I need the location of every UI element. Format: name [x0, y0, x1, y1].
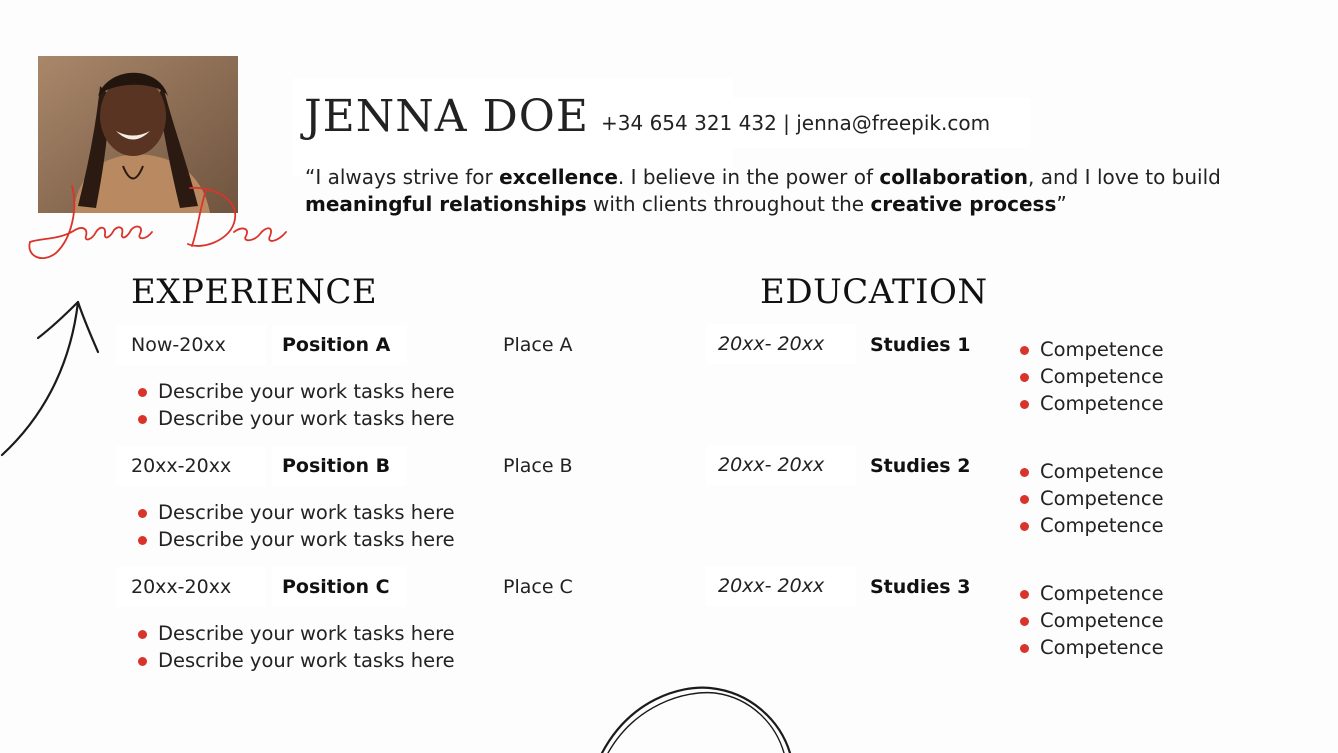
experience-title: EXPERIENCE	[131, 272, 378, 312]
experience-position: Position A	[282, 334, 391, 356]
competence-item: Competence	[1019, 363, 1164, 390]
education-date: 20xx- 20xx	[718, 575, 825, 597]
task-list	[137, 378, 455, 432]
bullet-dot-icon	[1020, 468, 1029, 477]
experience-place: Place B	[503, 455, 573, 477]
education-date: 20xx- 20xx	[718, 333, 825, 355]
education-studies: Studies 2	[870, 455, 971, 477]
bullet-dot-icon	[1020, 400, 1029, 409]
competence-list	[1019, 580, 1164, 661]
competence-item: Competence	[1019, 336, 1164, 363]
competence-item: Competence	[1019, 390, 1164, 417]
bullet-dot-icon	[1020, 522, 1029, 531]
education-date: 20xx- 20xx	[718, 454, 825, 476]
task-list	[137, 499, 455, 553]
experience-date: 20xx-20xx	[131, 576, 232, 598]
task-item: Describe your work tasks here	[137, 526, 455, 553]
competence-item: Competence	[1019, 512, 1164, 539]
decorative-loop-icon	[590, 680, 805, 753]
experience-position: Position C	[282, 576, 390, 598]
education-studies: Studies 3	[870, 576, 971, 598]
bullet-dot-icon	[1020, 495, 1029, 504]
bullet-dot-icon	[138, 536, 147, 545]
person-name: JENNA DOE	[304, 91, 589, 142]
decorative-arrow-icon	[0, 290, 110, 465]
bullet-dot-icon	[1020, 346, 1029, 355]
bullet-dot-icon	[138, 630, 147, 639]
contact-info: +34 654 321 432 | jenna@freepik.com	[601, 111, 991, 135]
competence-list	[1019, 458, 1164, 539]
bullet-dot-icon	[138, 388, 147, 397]
task-item: Describe your work tasks here	[137, 647, 455, 674]
bullet-dot-icon	[1020, 644, 1029, 653]
competence-item: Competence	[1019, 607, 1164, 634]
education-title: EDUCATION	[760, 272, 988, 312]
task-item: Describe your work tasks here	[137, 620, 455, 647]
experience-position: Position B	[282, 455, 391, 477]
experience-date: Now-20xx	[131, 334, 226, 356]
bullet-dot-icon	[1020, 590, 1029, 599]
competence-item: Competence	[1019, 458, 1164, 485]
competence-list	[1019, 336, 1164, 417]
task-item: Describe your work tasks here	[137, 499, 455, 526]
competence-item: Competence	[1019, 634, 1164, 661]
bullet-dot-icon	[138, 415, 147, 424]
bullet-dot-icon	[1020, 373, 1029, 382]
experience-place: Place C	[503, 576, 573, 598]
task-item: Describe your work tasks here	[137, 405, 455, 432]
education-studies: Studies 1	[870, 334, 971, 356]
experience-place: Place A	[503, 334, 573, 356]
bullet-dot-icon	[138, 509, 147, 518]
personal-quote: “I always strive for excellence. I believe in the power of collaboration, and I love to build meaningful relationships with clients throughout the creative process”	[305, 165, 1221, 216]
experience-date: 20xx-20xx	[131, 455, 232, 477]
signature-image	[20, 168, 300, 273]
task-item: Describe your work tasks here	[137, 378, 455, 405]
bullet-dot-icon	[138, 657, 147, 666]
task-list	[137, 620, 455, 674]
competence-item: Competence	[1019, 485, 1164, 512]
competence-item: Competence	[1019, 580, 1164, 607]
bullet-dot-icon	[1020, 617, 1029, 626]
